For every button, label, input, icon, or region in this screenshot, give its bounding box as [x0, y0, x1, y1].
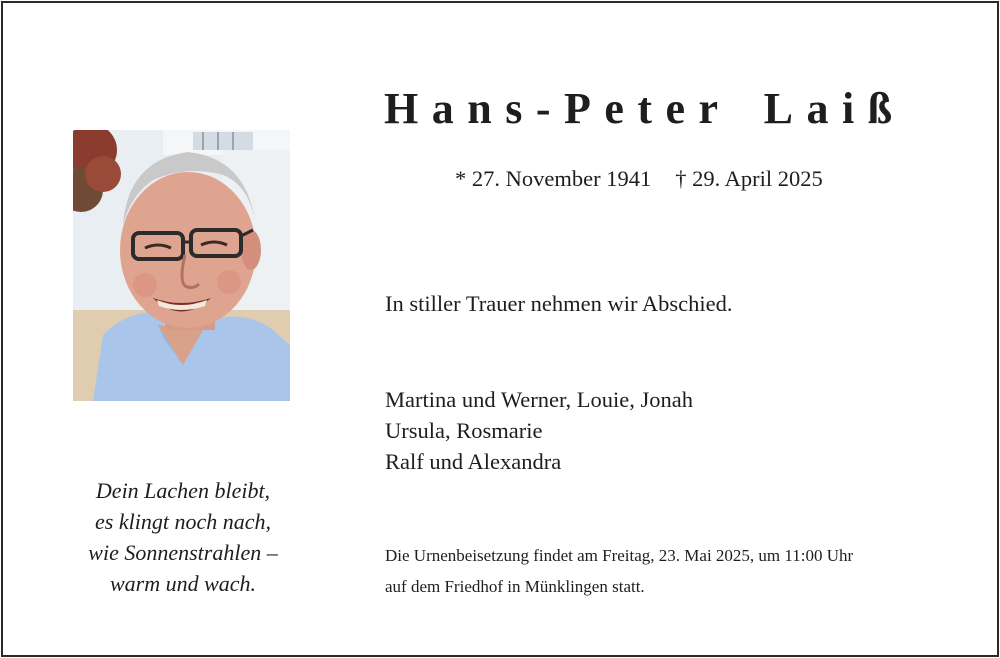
verse-line: Dein Lachen bleibt,	[95, 478, 271, 503]
last-name: Laiß	[763, 84, 906, 133]
obituary-notice	[1, 1, 999, 657]
verse-line: es klingt noch nach,	[95, 509, 271, 534]
verse-line: wie Sonnenstrahlen –	[88, 540, 278, 565]
mourner-line: Ursula, Rosmarie	[385, 418, 543, 443]
funeral-info	[385, 541, 853, 602]
memorial-verse	[63, 475, 303, 599]
death-date: † 29. April 2025	[675, 166, 823, 191]
mourners-list	[385, 384, 693, 477]
mourner-line: Ralf und Alexandra	[385, 449, 562, 474]
portrait-photo	[73, 130, 290, 401]
funeral-line: auf dem Friedhof in Münklingen statt.	[385, 576, 645, 596]
life-dates	[455, 166, 823, 192]
verse-line: warm und wach.	[109, 571, 257, 596]
farewell-line: In stiller Trauer nehmen wir Abschied.	[385, 291, 733, 316]
funeral-line: Die Urnenbeisetzung findet am Freitag, 23. Mai 2025, um 11:00 Uhr	[385, 546, 854, 565]
mourner-line: Martina und Werner, Louie, Jonah	[385, 387, 694, 412]
first-name: Hans-Peter	[384, 84, 732, 133]
deceased-name	[384, 83, 944, 134]
birth-date: * 27. November 1941	[455, 166, 652, 191]
